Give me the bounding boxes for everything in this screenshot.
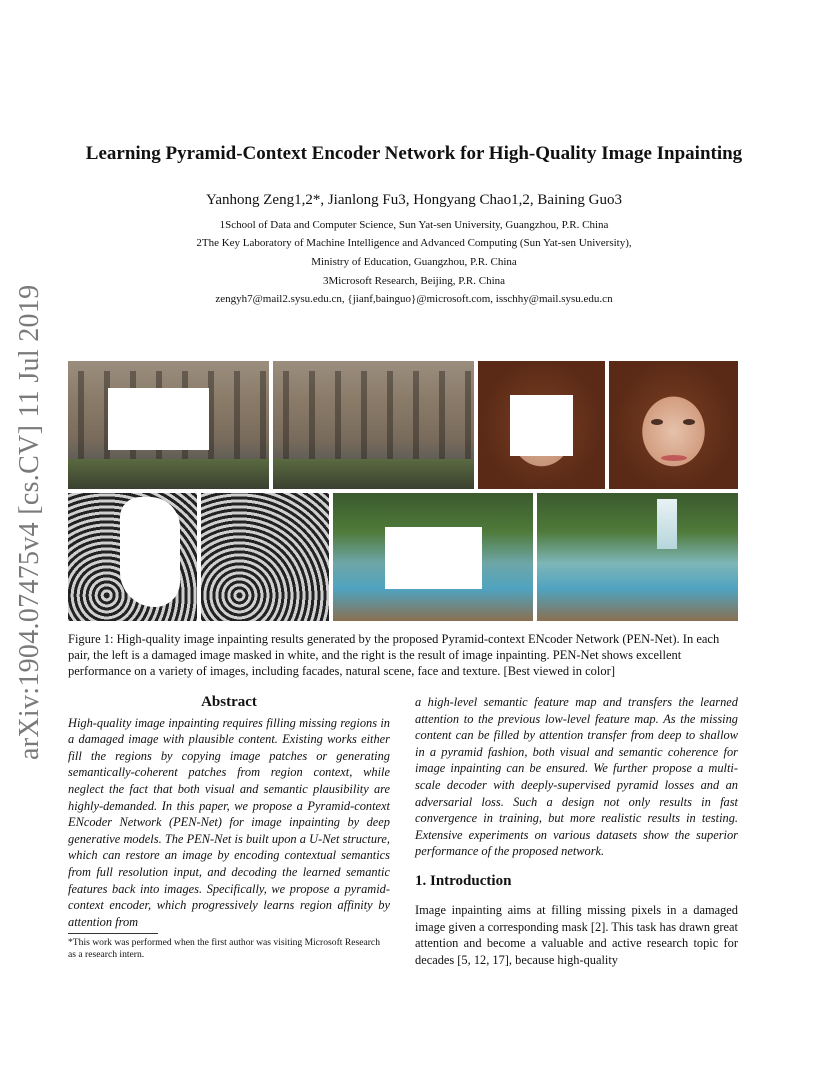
abstract-text-left: High-quality image inpainting requires filling missing regions in a damaged image with plausible content. Existing works either fill the regions by copying image patches or generating semantically-coherent patches from region context, while neglect the fact that both visual and semantic plausibility are highly-demanded. In this paper, we propose a Pyramid-context ENcoder Network (PEN-Net) for image inpainting by deep generative models. The PEN-Net is built upon a U-Net structure, which can restore an image by encoding contextual semantics from full resolution input, and decoding the learned semantic features back into images. Specifically, we propose a pyramid-context encoder, which progressively learns region affinity by attention from xyxy=(68,715,390,929)
affiliation-2: 2The Key Laboratory of Machine Intelligence and Advanced Computing (Sun Yat-sen University), xyxy=(196,237,632,249)
authors: Yanhong Zeng1,2*, Jianlong Fu3, Hongyang Chao1,2, Baining Guo3 xyxy=(206,192,622,208)
texture-damaged-image xyxy=(68,493,197,621)
waterfall-inpainted-image xyxy=(537,493,738,621)
white-mask xyxy=(510,395,573,456)
white-mask xyxy=(385,527,482,589)
paper-title: Learning Pyramid-Context Encoder Network for High-Quality Image Inpainting xyxy=(85,143,743,164)
facade-inpainted-image xyxy=(273,361,474,489)
arxiv-stamp: arXiv:1904.07475v4 [cs.CV] 11 Jul 2019 xyxy=(14,284,45,760)
white-mask xyxy=(108,388,209,450)
footnote-rule xyxy=(68,933,158,934)
abstract-column xyxy=(68,694,390,930)
intro-paragraph: Image inpainting aims at filling missing pixels in a damaged image given a corresponding mask [2]. This task has drawn great attention and become a valuable and active research topic for decades [5, 12, 17], because high-quality xyxy=(415,903,738,967)
face-damaged-image xyxy=(478,361,605,489)
affiliation-1: 1School of Data and Computer Science, Sun Yat-sen University, Guangzhou, P.R. China xyxy=(219,219,609,231)
emails: zengyh7@mail2.sysu.edu.cn, {jianf,bainguo}@microsoft.com, isschhy@mail.sysu.edu.cn xyxy=(215,293,613,305)
abstract-text-right: a high-level semantic feature map and transfers the learned attention to the previous low-level feature map. As the missing content can be filled by attention transfer from deep to shallow in a pyramid fashion, both visual and semantic coherence for image inpainting can be ensured. We further propose a multi-scale decoder with deeply-supervised pyramid losses and an adversarial loss. Such a design not only results in fast convergence in training, but more realistic results in testing. Extensive experiments on various datasets show the superior performance of the proposed network. xyxy=(415,695,738,859)
figure-caption: Figure 1: High-quality image inpainting results generated by the proposed Pyramid-context ENcoder Network (PEN-Net). In each pair, the left is a damaged image masked in white, and the right is the result of image inpainting. PEN-Net shows excellent performance on a variety of images, including facades, natural scene, face and texture. [Best viewed in color] xyxy=(68,632,720,678)
white-mask xyxy=(120,497,180,607)
face-inpainted-image xyxy=(609,361,738,489)
section-heading: 1. Introduction xyxy=(415,873,512,889)
affiliation-3: 3Microsoft Research, Beijing, P.R. China xyxy=(322,275,506,287)
texture-inpainted-image xyxy=(201,493,329,621)
abstract-heading: Abstract xyxy=(201,694,257,710)
affiliation-2-cont: Ministry of Education, Guangzhou, P.R. China xyxy=(311,256,517,268)
footnote: *This work was performed when the first author was visiting Microsoft Research as a research intern. xyxy=(68,937,380,961)
facade-damaged-image xyxy=(68,361,269,489)
waterfall-damaged-image xyxy=(333,493,533,621)
